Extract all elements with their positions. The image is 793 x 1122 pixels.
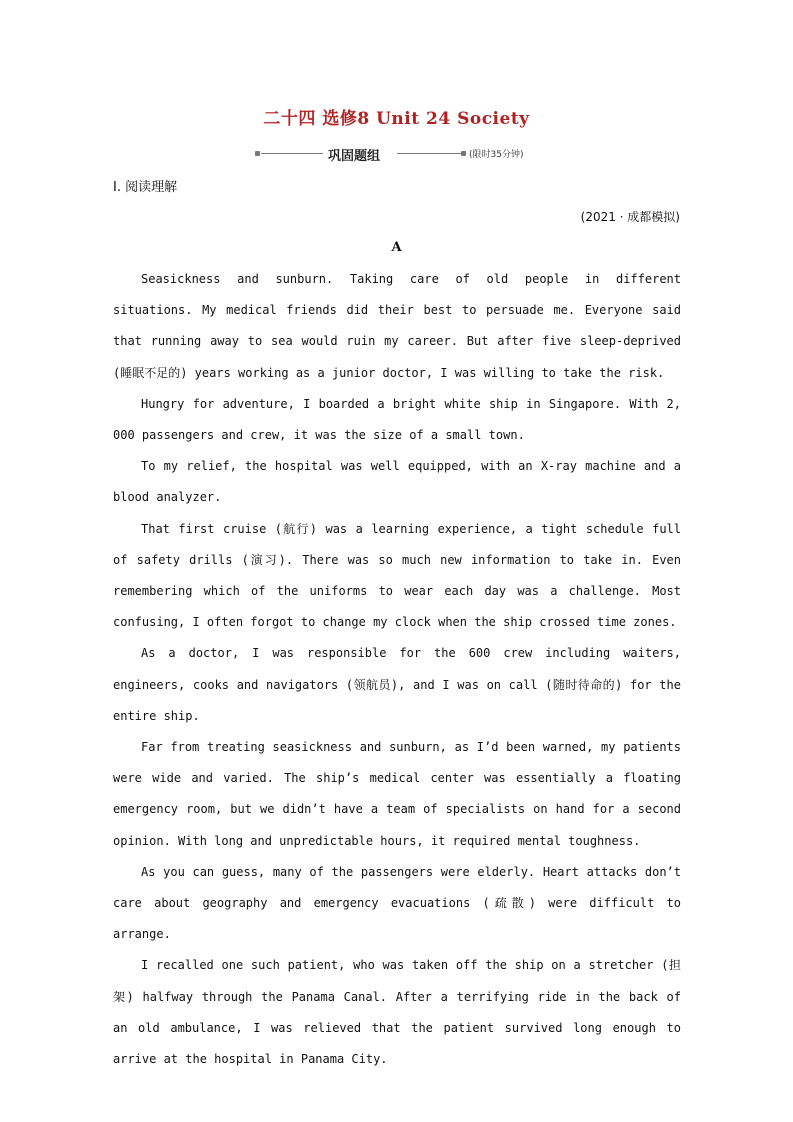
section-label: 巩固题组 (328, 149, 381, 164)
paragraph: As a doctor, I was responsible for the 600 crew including waiters, engineers, cooks and navigators (领航员), and I was on call (随时待命的) for the entire ship. (113, 646, 681, 723)
bar-line-right (397, 153, 461, 154)
bar-dot-left (255, 151, 260, 156)
bar-dot-right (461, 151, 466, 156)
paragraph: As you can guess, many of the passengers were elderly. Heart attacks don’t care about geography and emergency evacuations (疏散) were difficult to arrange. (113, 864, 681, 942)
passage-label: A (391, 240, 402, 255)
section-bar (255, 146, 545, 162)
passage-body (113, 264, 681, 1075)
bar-line-left (261, 153, 323, 154)
paragraph: To my relief, the hospital was well equipped, with an X-ray machine and a blood analyzer. (113, 459, 681, 505)
paragraph: That first cruise (航行) was a learning experience, a tight schedule full of safety drills (演习). There was so much new information to take in. Even remembering which of the uniforms to wear each day was a challenge. Most confusing, I often forgot to change my clock when the ship crossed time zones. (113, 521, 681, 630)
paragraph: Far from treating seasickness and sunburn, as I’d been warned, my patients were wide and varied. The ship’s medical center was essentially a floating emergency room, but we didn’t have a team of specialists on hand for a second opinion. With long and unpredictable hours, it required mental toughness. (113, 740, 681, 848)
source-note: (2021 · 成都模拟) (580, 210, 680, 224)
time-limit: (限时35分钟) (469, 150, 524, 160)
section-heading: Ⅰ. 阅读理解 (113, 180, 178, 195)
paragraph: Hungry for adventure, I boarded a bright white ship in Singapore. With 2, 000 passengers and crew, it was the size of a small town. (113, 396, 681, 443)
paragraph: Seasickness and sunburn. Taking care of old people in different situations. My medical friends did their best to persuade me. Everyone said that running away to sea would ruin my career. But after five sleep-deprived (睡眠不足的) years working as a junior doctor, I was willing to take the risk. (113, 272, 681, 380)
paragraph: I recalled one such patient, who was taken off the ship on a stretcher (担架) halfway through the Panama Canal. After a terrifying ride in the back of an old ambulance, I was relieved that the patient survived long enough to arrive at the hospital in Panama City. (113, 958, 681, 1067)
page-title: 二十四 选修8 Unit 24 Society (263, 109, 530, 129)
